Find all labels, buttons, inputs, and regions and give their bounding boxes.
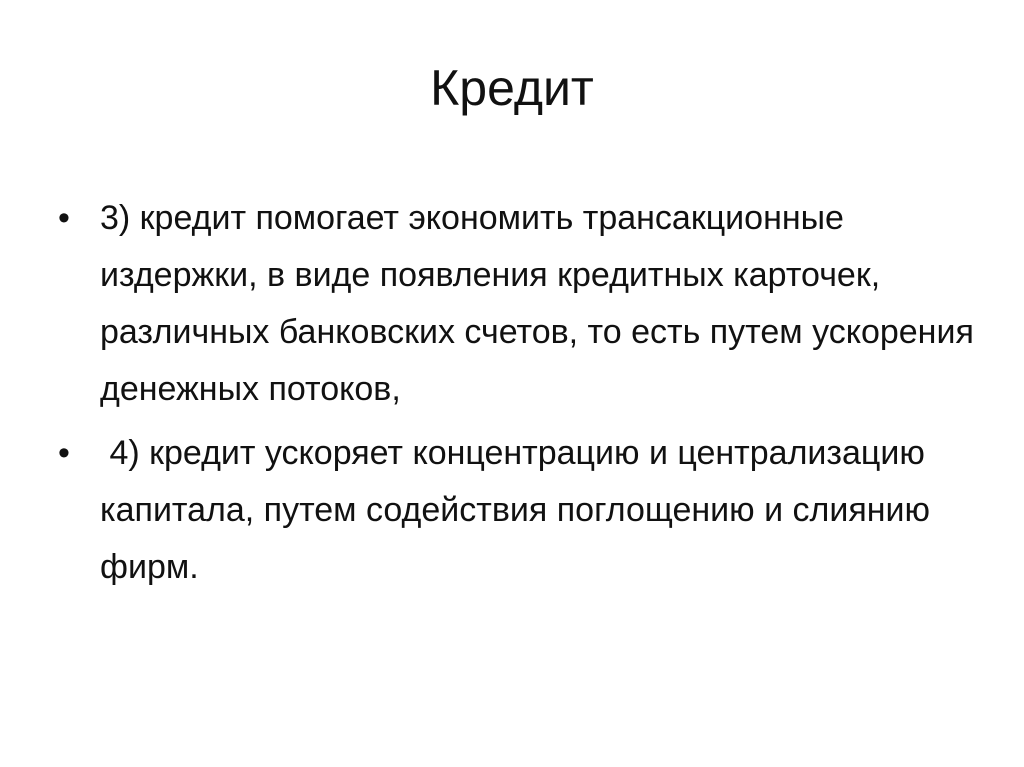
- bullet-item: [58, 425, 978, 596]
- bullet-icon: •: [58, 434, 70, 472]
- bullet-text: 3) кредит помогает экономить трансакционные издержки, в виде появления кредитных карточек, различных банковских счетов, то есть путем ускорения денежных потоков,: [100, 199, 984, 408]
- bullet-item: [58, 190, 984, 418]
- bullet-icon: •: [58, 199, 70, 237]
- bullet-list: [58, 190, 984, 603]
- bullet-text: 4) кредит ускоряет концентрацию и централизацию капитала, путем содействия поглощению и слиянию фирм.: [100, 434, 940, 586]
- slide-title: Кредит: [430, 60, 594, 116]
